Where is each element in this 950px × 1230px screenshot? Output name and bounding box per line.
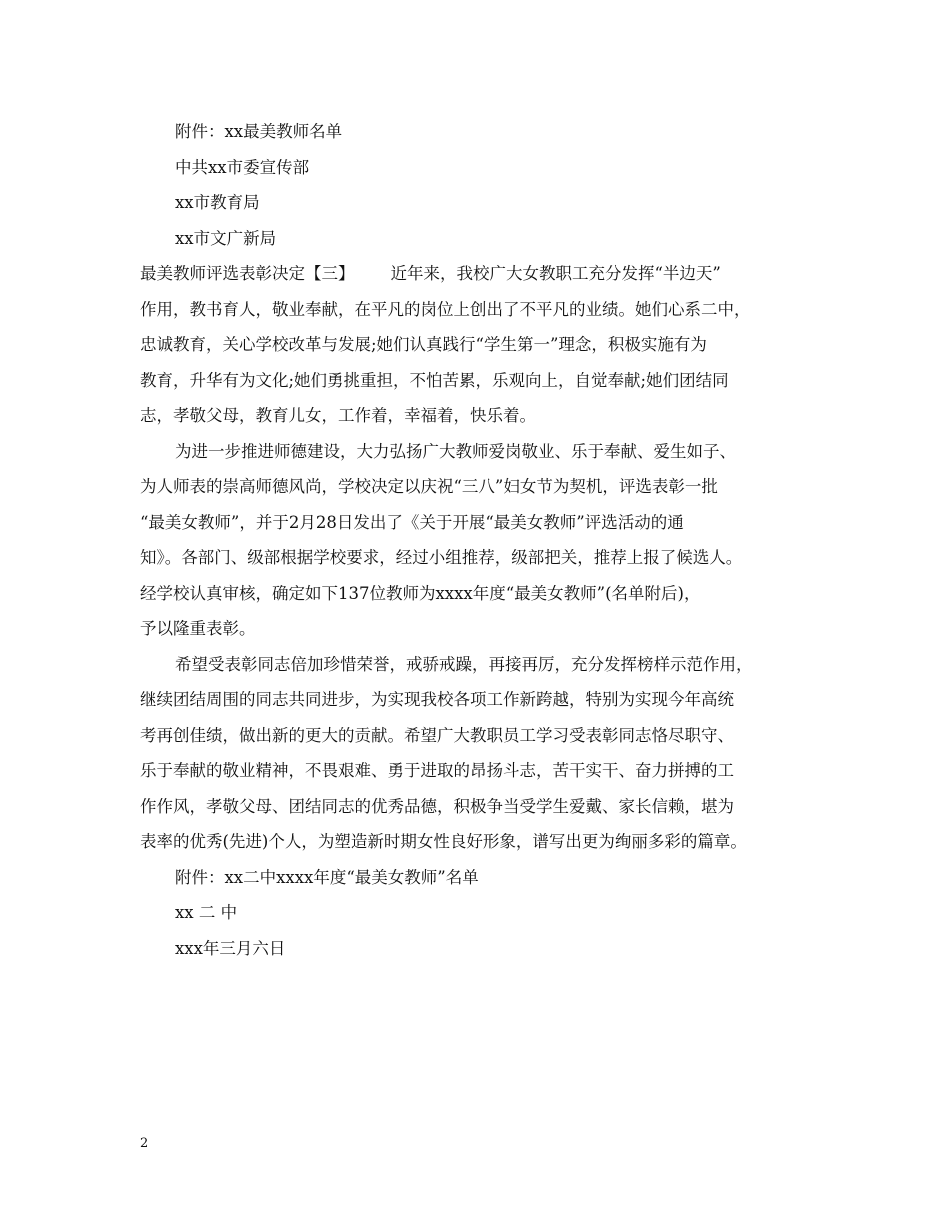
paragraph-text: 近年来，我校广大女教职工充分发挥“半边天”	[390, 264, 721, 283]
signature-line: xx 二 中	[175, 903, 238, 922]
paragraph-line: 予以隆重表彰。	[140, 619, 256, 638]
attachment-line: 附件：xx二中xxxx年度“最美女教师”名单	[175, 867, 479, 887]
paragraph-line: 作作风，孝敬父母、团结同志的优秀品德，积极争当受学生爱戴、家长信赖，堪为	[140, 796, 734, 816]
paragraph-line: 表率的优秀(先进)个人，为塑造新时期女性良好形象，谱写出更为绚丽多彩的篇章。	[140, 832, 747, 851]
paragraph-line: 作用，教书育人，敬业奉献，在平凡的岗位上创出了不平凡的业绩。她们心系二中，	[140, 299, 751, 319]
page-number: 2	[140, 1136, 149, 1151]
paragraph-line: 志，孝敬父母，教育儿女，工作着，幸福着，快乐着。	[140, 406, 536, 425]
document-body	[140, 114, 812, 966]
issuer-line: xx市教育局	[175, 193, 260, 212]
issuer-line: 中共xx市委宣传部	[175, 157, 310, 177]
paragraph-line: 教育，升华有为文化;她们勇挑重担，不怕苦累，乐观向上，自觉奉献;她们团结同	[140, 370, 729, 390]
paragraph-line: 知》。各部门、级部根据学校要求，经过小组推荐，级部把关，推荐上报了候选人。	[140, 548, 743, 567]
date-line: xxx年三月六日	[175, 938, 286, 958]
attachment-line: 附件：xx最美教师名单	[175, 122, 343, 141]
section-heading: 最美教师评选表彰决定【三】	[140, 264, 355, 283]
paragraph-line: 继续团结周围的同志共同进步，为实现我校各项工作新跨越，特别为实现今年高统	[140, 690, 734, 709]
paragraph-line: 希望受表彰同志倍加珍惜荣誉，戒骄戒躁，再接再厉，充分发挥榜样示范作用，	[175, 654, 753, 674]
paragraph-line: 乐于奉献的敬业精神，不畏艰难、勇于进取的昂扬斗志，苦干实干、奋力拼搏的工	[140, 761, 734, 780]
issuer-line: xx市文广新局	[175, 228, 277, 248]
paragraph-line: “最美女教师”，并于2月28日发出了《关于开展“最美女教师”评选活动的通	[140, 512, 684, 532]
paragraph-line: 经学校认真审核，确定如下137位教师为xxxx年度“最美女教师”(名单附后)，	[140, 583, 701, 603]
paragraph-line: 为人师表的崇高师德风尚，学校决定以庆祝“三八”妇女节为契机，评选表彰一批	[140, 477, 718, 496]
paragraph-line: 考再创佳绩，做出新的更大的贡献。希望广大教职员工学习受表彰同志恪尽职守、	[140, 725, 734, 745]
paragraph-line	[140, 256, 812, 292]
paragraph-line: 为进一步推进师德建设，大力弘扬广大教师爱岗敬业、乐于奉献、爱生如子、	[175, 441, 736, 461]
paragraph-line: 忠诚教育，关心学校改革与发展;她们认真践行“学生第一”理念，积极实施有为	[140, 335, 707, 354]
